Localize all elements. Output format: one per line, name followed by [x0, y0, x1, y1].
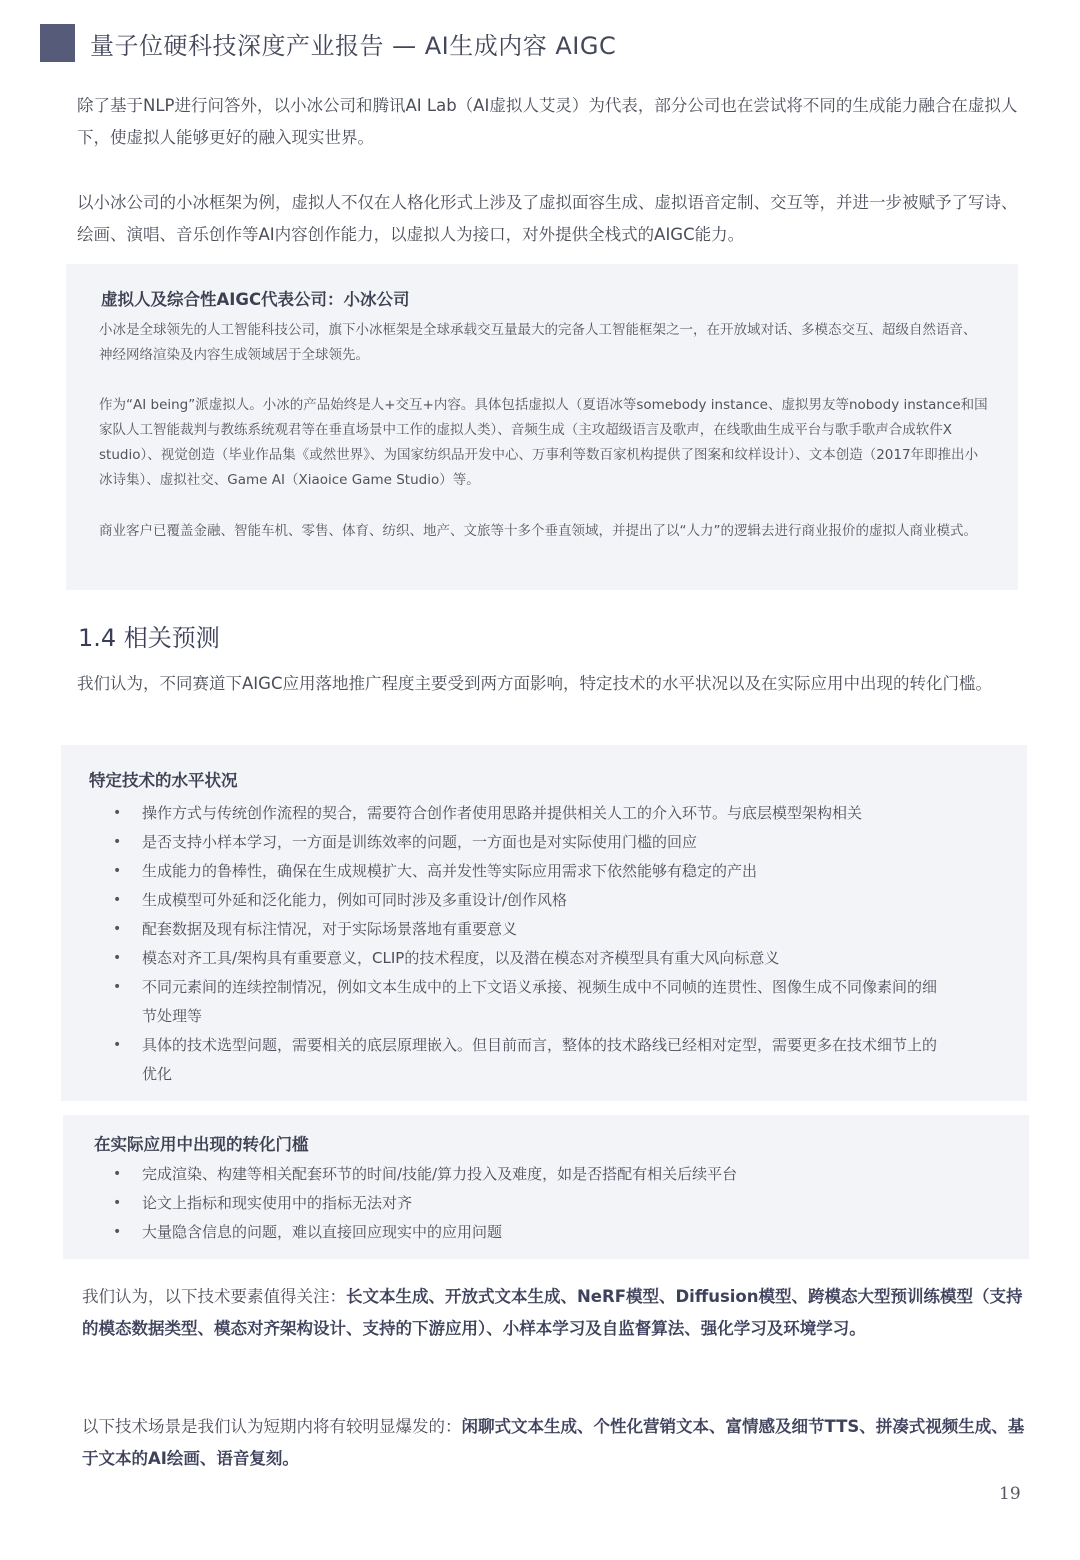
bullet-icon: • [113, 979, 122, 995]
list-item: • 不同元素间的连续控制情况，例如文本生成中的上下文语义承接、视频生成中不同帧的连贯性、图像生成不同像素间的细节处理等 [113, 973, 948, 1031]
list-item: • 生成模型可外延和泛化能力，例如可同时涉及多重设计/创作风格 [113, 886, 948, 915]
key-tech-lead: 我们认为，以下技术要素值得关注： [82, 1287, 346, 1306]
bullet-icon: • [113, 950, 122, 966]
tech-level-card-title: 特定技术的水平状况 [89, 771, 238, 790]
bullet-icon: • [113, 805, 122, 821]
report-title: 量子位硬科技深度产业报告 — AI生成内容 AIGC [90, 32, 617, 60]
list-item: • 论文上指标和现实使用中的指标无法对齐 [113, 1189, 983, 1218]
bullet-icon: • [113, 1224, 122, 1240]
bullet-icon: • [113, 1195, 122, 1211]
bullet-icon: • [113, 1166, 122, 1182]
key-tech-paragraph [82, 1281, 1026, 1345]
page-number: 19 [999, 1484, 1021, 1504]
intro-paragraph-1: 除了基于NLP进行问答外，以小冰公司和腾讯AI Lab（AI虚拟人艾灵）为代表，部分公司也在尝试将不同的生成能力融合在虚拟人下，使虚拟人能够更好的融入现实世界。 [77, 96, 1018, 147]
bullet-icon: • [113, 863, 122, 879]
xiaoice-card-paragraph-3: 商业客户已覆盖金融、智能车机、零售、体育、纺织、地产、文旅等十多个垂直领域，并提出了以“人力”的逻辑去进行商业报价的虚拟人商业模式。 [99, 523, 977, 539]
tech-level-list [113, 799, 948, 1089]
application-threshold-card [63, 1115, 1029, 1259]
list-item: • 操作方式与传统创作流程的契合，需要符合创作者使用思路并提供相关人工的介入环节。与底层模型架构相关 [113, 799, 948, 828]
xiaoice-card-title: 虚拟人及综合性AIGC代表公司：小冰公司 [101, 290, 410, 309]
threshold-list [113, 1160, 983, 1247]
burst-scenarios-paragraph [82, 1411, 1026, 1475]
list-item: • 完成渲染、构建等相关配套环节的时间/技能/算力投入及难度，如是否搭配有相关后续平台 [113, 1160, 983, 1189]
burst-scenarios-lead: 以下技术场景是我们认为短期内将有较明显爆发的： [82, 1417, 462, 1436]
list-item: • 模态对齐工具/架构具有重要意义，CLIP的技术程度，以及潜在模态对齐模型具有重大风向标意义 [113, 944, 948, 973]
list-item: • 配套数据及现有标注情况，对于实际场景落地有重要意义 [113, 915, 948, 944]
key-tech-list: 长文本生成、开放式文本生成、NeRF模型、Diffusion模型、跨模态大型预训练模型（支持的模态数据类型、模态对齐架构设计、支持的下游应用）、小样本学习及自监督算法、强化学习及环境学习。 [82, 1287, 1023, 1338]
list-item: • 具体的技术选型问题，需要相关的底层原理嵌入。但目前而言，整体的技术路线已经相对定型，需要更多在技术细节上的优化 [113, 1031, 948, 1089]
list-item: • 是否支持小样本学习，一方面是训练效率的问题，一方面也是对实际使用门槛的回应 [113, 828, 948, 857]
header-accent-block [40, 24, 75, 62]
bullet-icon: • [113, 921, 122, 937]
burst-scenarios-list: 闲聊式文本生成、个性化营销文本、富情感及细节TTS、拼凑式视频生成、基于文本的AI绘画、语音复刻。 [82, 1417, 1025, 1468]
intro-paragraph-2: 以小冰公司的小冰框架为例，虚拟人不仅在人格化形式上涉及了虚拟面容生成、虚拟语音定制、交互等，并进一步被赋予了写诗、绘画、演唱、音乐创作等AI内容创作能力，以虚拟人为接口，对外提供全栈式的AIGC能力。 [77, 193, 1018, 244]
list-item: • 大量隐含信息的问题，难以直接回应现实中的应用问题 [113, 1218, 983, 1247]
section-heading: 1.4 相关预测 [78, 624, 220, 652]
xiaoice-company-card [66, 264, 1018, 590]
section-intro-paragraph: 我们认为，不同赛道下AIGC应用落地推广程度主要受到两方面影响，特定技术的水平状况以及在实际应用中出现的转化门槛。 [77, 674, 992, 693]
xiaoice-card-paragraph-2: 作为“AI being”派虚拟人。小冰的产品始终是人+交互+内容。具体包括虚拟人（夏语冰等somebody instance、虚拟男友等nobody instance和国家队人工智能裁判与教练系统观君等在垂直场景中工作的虚拟人类）、音频生成（主攻超级语言及歌声，在线歌曲生成平台与歌手歌声合成软件X studio）、视觉创造（毕业作品集《或然世界》、为国家纺织品开发中心、万事利等数百家机构提供了图案和纹样设计）、文本创造（2017年即推出小冰诗集）、虚拟社交、Game AI（Xiaoice Game Studio）等。 [99, 397, 988, 488]
bullet-icon: • [113, 834, 122, 850]
xiaoice-card-paragraph-1: 小冰是全球领先的人工智能科技公司，旗下小冰框架是全球承载交互量最大的完备人工智能框架之一，在开放域对话、多模态交互、超级自然语音、神经网络渲染及内容生成领域居于全球领先。 [99, 322, 977, 363]
list-item: • 生成能力的鲁棒性，确保在生成规模扩大、高并发性等实际应用需求下依然能够有稳定的产出 [113, 857, 948, 886]
bullet-icon: • [113, 1037, 122, 1053]
threshold-card-title: 在实际应用中出现的转化门槛 [94, 1135, 309, 1154]
tech-level-card [61, 745, 1027, 1101]
bullet-icon: • [113, 892, 122, 908]
